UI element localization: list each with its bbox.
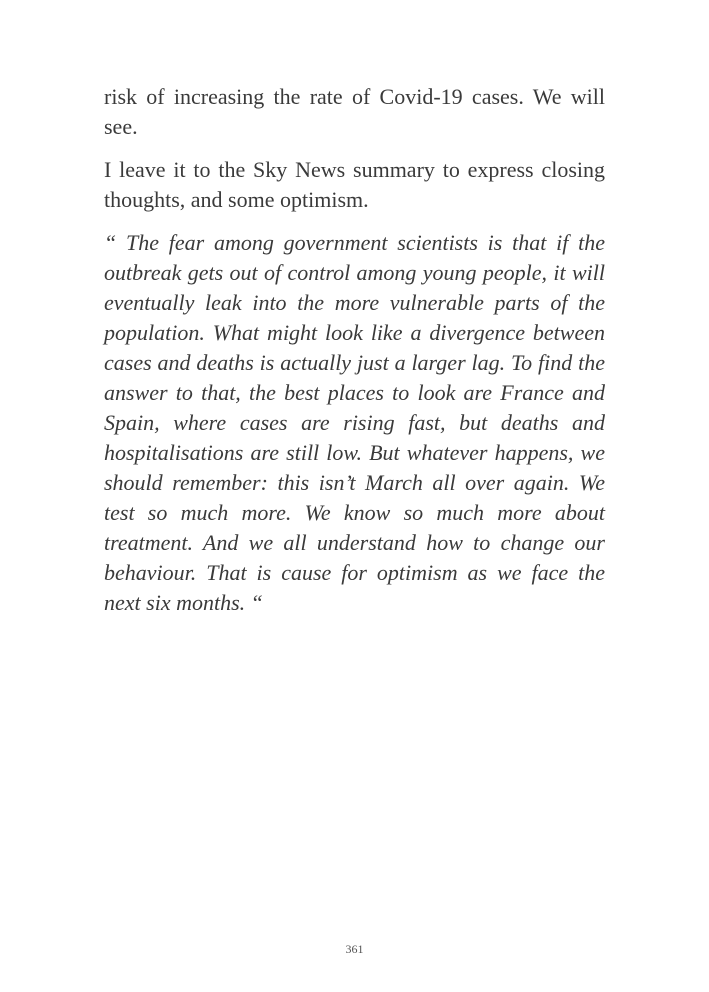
- page-body: [104, 82, 605, 618]
- paragraph-intro-quote: I leave it to the Sky News summary to express closing thoughts, and some optimism.: [104, 157, 605, 212]
- block-quote: “ The fear among government scientists is that if the outbreak gets out of control among young people, it will eventually leak into the more vulnerable parts of the population. What might look like a divergence between cases and deaths is actually just a larger lag. To find the answer to that, the best places to look are France and Spain, where cases are rising fast, but deaths and hospitalisations are still low. But whatever happens, we should remember: this isn’t March all over again. We test so much more. We know so much more about treatment. And we all understand how to change our behaviour. That is cause for optimism as we face the next six months. “: [104, 230, 605, 615]
- paragraph-continuation: risk of increasing the rate of Covid-19 cases. We will see.: [104, 84, 605, 139]
- page-number: 361: [345, 942, 364, 956]
